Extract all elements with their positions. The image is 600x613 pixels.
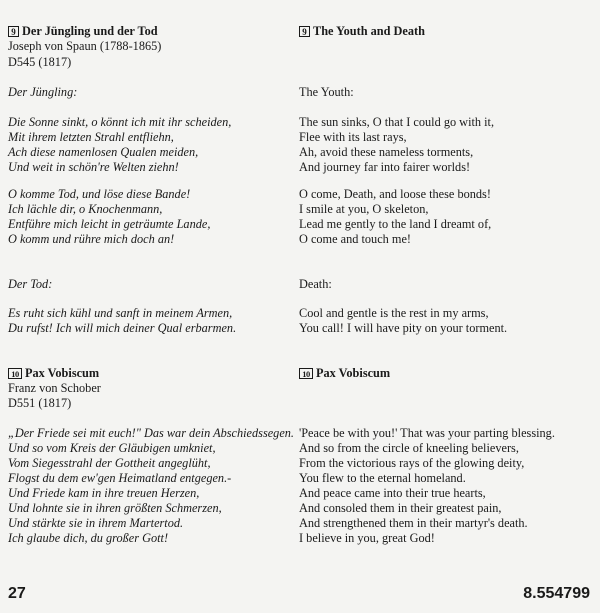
verse-line: I believe in you, great God! — [299, 531, 435, 545]
track-number-badge: 9 — [299, 26, 310, 37]
verse-line: O come and touch me! — [299, 232, 411, 246]
verse-line: The sun sinks, O that I could go with it, — [299, 115, 495, 129]
verse-line: Mit ihrem letzten Strahl entfliehn, — [8, 130, 174, 144]
speaker-death-en: Death: — [299, 277, 332, 291]
track-number-badge: 9 — [8, 26, 19, 37]
track-number-badge: 10 — [8, 368, 22, 379]
verse-line: Und weit in schön're Welten ziehn! — [8, 160, 179, 174]
verse-line: Die Sonne sinkt, o könnt ich mit ihr scheiden, — [8, 115, 232, 129]
verse-line: And peace came into their true hearts, — [299, 486, 486, 500]
verse-line: Ich lächle dir, o Knochenmann, — [8, 202, 163, 216]
verse-line: Und so vom Kreis der Gläubigen umkniet, — [8, 441, 216, 455]
verse-line: Ach diese namenlosen Qualen meiden, — [8, 145, 199, 159]
verse-line: You flew to the eternal homeland. — [299, 471, 466, 485]
verse-line: And so from the circle of kneeling believers, — [299, 441, 519, 455]
page-number: 27 — [8, 585, 26, 602]
song2-title-de: Pax Vobiscum — [25, 366, 100, 380]
verse-line: Und lohnte sie in ihren größten Schmerzen, — [8, 501, 222, 515]
verse-line: Ich glaube dich, du großer Gott! — [8, 531, 169, 545]
verse-line: O komm und rühre mich doch an! — [8, 232, 175, 246]
verse-line: „Der Friede sei mit euch!" Das war dein Abschiedssegen. — [8, 426, 295, 440]
song1-author: Joseph von Spaun (1788-1865) — [8, 39, 162, 53]
verse-line: Ah, avoid these nameless torments, — [299, 145, 474, 159]
song2-catalog: D551 (1817) — [8, 396, 72, 410]
song1-heading-en — [299, 24, 425, 39]
song1-catalog: D545 (1817) — [8, 55, 72, 69]
verse-line: Flogst du dem ew'gen Heimatland entgegen.- — [8, 471, 232, 485]
song1-title-en: The Youth and Death — [313, 24, 425, 38]
verse-line: You call! I will have pity on your torment. — [299, 321, 508, 335]
speaker-death-de: Der Tod: — [8, 277, 53, 291]
verse-line: Cool and gentle is the rest in my arms, — [299, 306, 489, 320]
verse-line: O komme Tod, und löse diese Bande! — [8, 187, 191, 201]
speaker-youth-en: The Youth: — [299, 85, 354, 99]
verse-line: I smile at you, O skeleton, — [299, 202, 429, 216]
song2-heading-de — [8, 366, 99, 381]
verse-line: And consoled them in their greatest pain, — [299, 501, 502, 515]
verse-line: Vom Siegesstrahl der Gottheit angeglüht, — [8, 456, 211, 470]
song2-heading-en — [299, 366, 390, 381]
verse-line: Entführe mich leicht in geträumte Lande, — [8, 217, 211, 231]
verse-line: Und Friede kam in ihre treuen Herzen, — [8, 486, 200, 500]
verse-line: Es ruht sich kühl und sanft in meinem Armen, — [8, 306, 233, 320]
verse-line: O come, Death, and loose these bonds! — [299, 187, 491, 201]
verse-line: And strengthened them in their martyr's death. — [299, 516, 528, 530]
verse-line: From the victorious rays of the glowing deity, — [299, 456, 525, 470]
verse-line: Lead me gently to the land I dreamt of, — [299, 217, 492, 231]
verse-line: 'Peace be with you!' That was your parting blessing. — [299, 426, 555, 440]
verse-line: Du rufst! Ich will mich deiner Qual erbarmen. — [8, 321, 237, 335]
verse-line: Und stärkte sie in ihrem Martertod. — [8, 516, 184, 530]
verse-line: Flee with its last rays, — [299, 130, 407, 144]
song1-heading-de — [8, 24, 158, 39]
song2-title-en: Pax Vobiscum — [316, 366, 391, 380]
song1-title-de: Der Jüngling und der Tod — [22, 24, 158, 38]
speaker-youth-de: Der Jüngling: — [8, 85, 78, 99]
catalog-number: 8.554799 — [523, 585, 590, 602]
song2-author: Franz von Schober — [8, 381, 101, 395]
verse-line: And journey far into fairer worlds! — [299, 160, 471, 174]
track-number-badge: 10 — [299, 368, 313, 379]
